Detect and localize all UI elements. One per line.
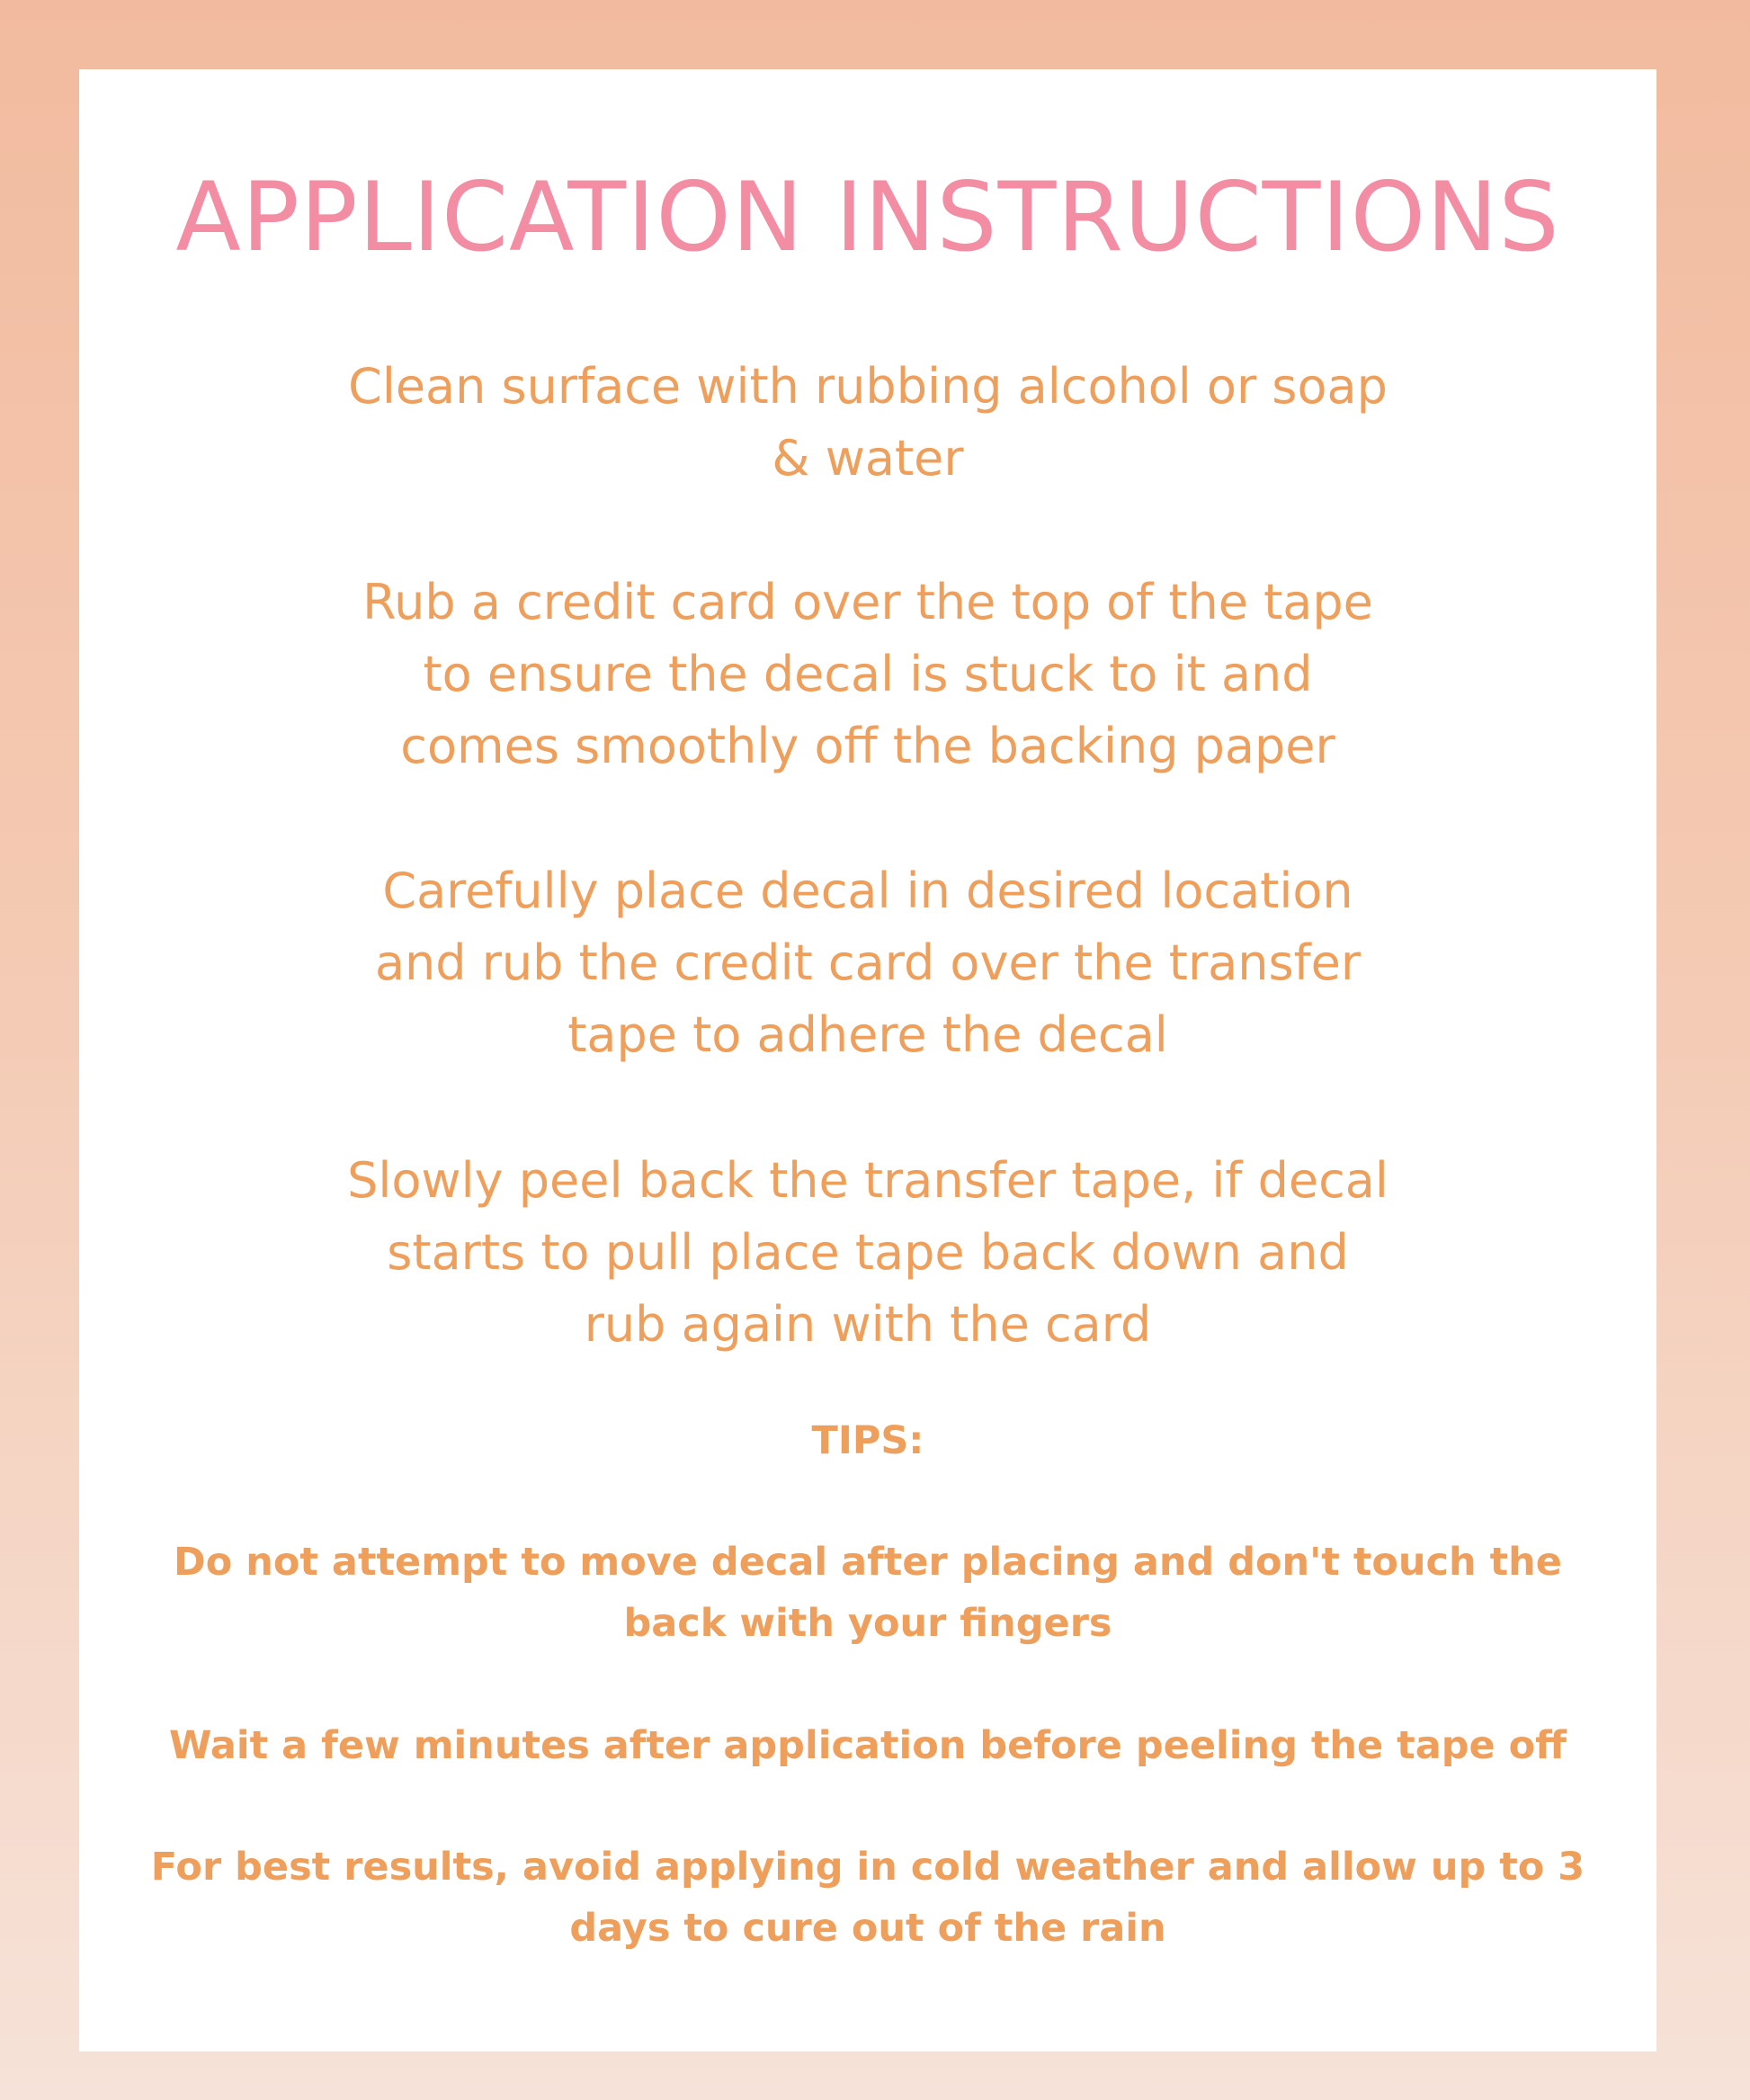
tip-3 [79, 1836, 1656, 1959]
step-3-line-3: tape to adhere the decal [567, 1006, 1168, 1063]
tip-2 [79, 1715, 1656, 1776]
step-2-line-3: comes smoothly off the backing paper [400, 718, 1335, 774]
step-2 [79, 567, 1656, 782]
tip-1-line-2: back with your fingers [623, 1601, 1112, 1646]
step-2-line-2: to ensure the decal is stuck to it and [423, 646, 1313, 702]
step-4 [79, 1145, 1656, 1361]
instructions-card [79, 69, 1656, 2051]
step-1 [79, 351, 1656, 495]
page-title: APPLICATION INSTRUCTIONS [175, 162, 1560, 273]
tip-3-line-2: days to cure out of the rain [569, 1906, 1166, 1951]
step-4-line-1: Slowly peel back the transfer tape, if decal [347, 1152, 1388, 1209]
step-4-line-2: starts to pull place tape back down and [387, 1224, 1349, 1281]
step-2-line-1: Rub a credit card over the top of the tape [362, 574, 1373, 630]
tip-3-line-1: For best results, avoid applying in cold weather and allow up to 3 [150, 1845, 1585, 1890]
tip-2-line-1: Wait a few minutes after application before peeling the tape off [168, 1723, 1567, 1768]
tips-heading: TIPS: [811, 1418, 924, 1463]
step-4-line-3: rub again with the card [584, 1296, 1152, 1353]
step-3 [79, 855, 1656, 1071]
step-3-line-1: Carefully place decal in desired location [382, 862, 1353, 919]
step-1-line-1: Clean surface with rubbing alcohol or soap [348, 358, 1388, 415]
tip-1-line-1: Do not attempt to move decal after placing and don't touch the [174, 1540, 1562, 1585]
step-3-line-2: and rub the credit card over the transfer [374, 934, 1362, 991]
step-1-line-2: & water [772, 430, 964, 487]
tip-1 [79, 1532, 1656, 1654]
